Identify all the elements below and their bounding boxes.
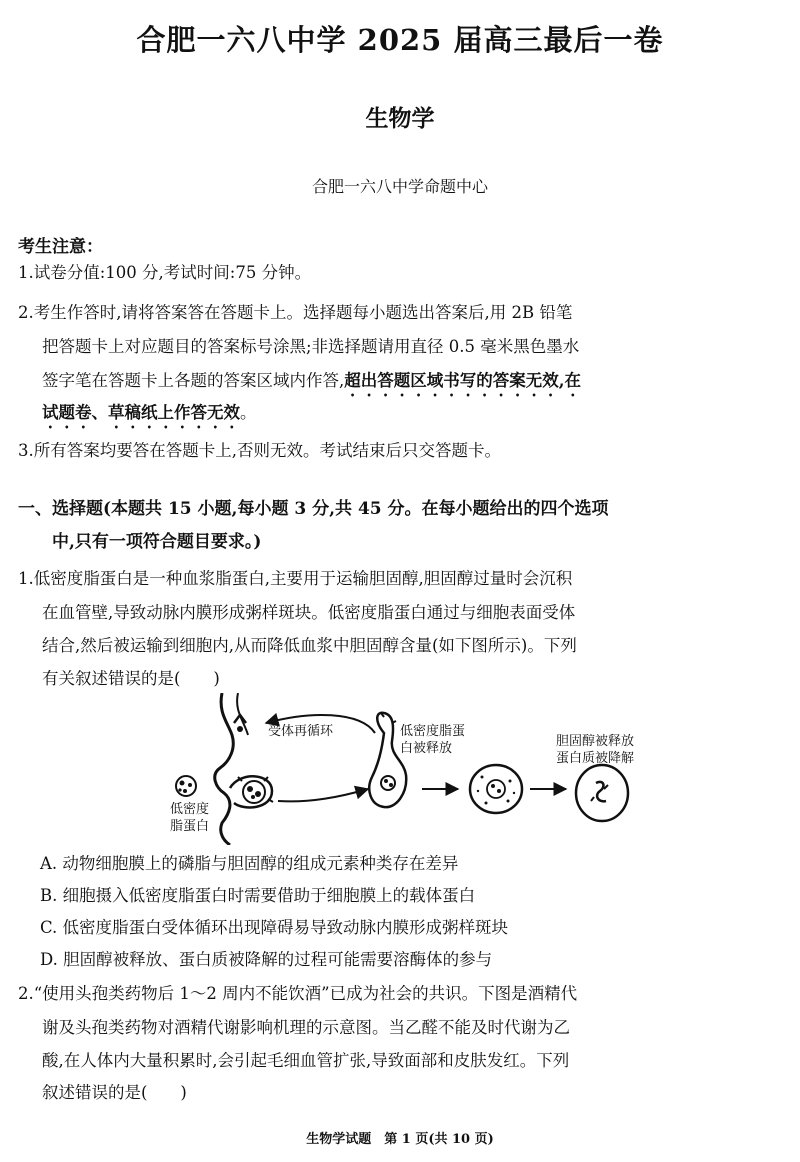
q2-stem-line-1: 2.“使用头孢类药物后 1～2 周内不能饮酒”已成为社会的共识。下图是酒精代 [18,984,578,1003]
ldl-endocytosis-figure [160,693,650,845]
uptake-arrow [278,789,368,801]
section-heading-line-1: 一、选择题(本题共 15 小题,每小题 3 分,共 45 分。在每小题给出的四个选项 [18,499,609,519]
degradation-vesicle-icon [576,765,628,821]
label-ldl-released-2: 白被释放 [400,741,453,756]
author-line: 合肥一六八中学命题中心 [311,177,488,196]
ldl-particle-icon [176,776,196,796]
cell-membrane [215,693,233,845]
ldl-figure-drawing [160,693,650,845]
q1-option-d: D. 胆固醇被释放、蛋白质被降解的过程可能需要溶酶体的参与 [40,950,493,969]
coated-pit-icon [230,776,273,807]
notice-item-2-line-1: 2.考生作答时,请将答案答在答题卡上。选择题每小题选出答案后,用 2B 铅笔 [18,303,573,322]
notice-item-2-period: 。 [240,403,257,422]
label-ldl-released-1: 低密度脂蛋 [400,724,466,739]
q2-stem-line-3: 酸,在人体内大量积累时,会引起毛细血管扩张,导致面部和皮肤发红。下列 [42,1051,570,1070]
notice-item-2-plain: 签字笔在答题卡上各题的答案区域内作答, [42,371,345,390]
exam-title: 合肥一六八中学 2025 届高三最后一卷 [136,23,664,57]
q2-stem-line-4: 叙述错误的是( ) [42,1083,187,1102]
section-heading-line-2: 中,只有一项符合题目要求。) [52,532,262,552]
notice-item-2-line-3 [42,365,788,400]
lysosome-icon [470,765,522,813]
label-receptor-recycle: 受体再循环 [268,724,334,739]
q2-stem-line-2: 谢及头孢类药物对酒精代谢影响机理的示意图。当乙醛不能及时代谢为乙 [42,1018,570,1037]
notice-item-2-emphasis-end: 试题卷、草稿纸上作答无效 [42,403,240,422]
q1-stem-line-3: 结合,然后被运输到细胞内,从而降低血浆中胆固醇含量(如下图所示)。下列 [42,636,577,655]
label-ldl-1: 低密度 [170,802,210,817]
label-cholesterol-released: 胆固醇被释放 [556,734,635,749]
q1-stem-line-1: 1.低密度脂蛋白是一种血浆脂蛋白,主要用于运输胆固醇,胆固醇过量时会沉积 [18,569,573,588]
q1-stem-line-2: 在血管壁,导致动脉内膜形成粥样斑块。低密度脂蛋白通过与细胞表面受体 [42,603,576,622]
subject-title: 生物学 [365,105,435,132]
notice-item-2-emphasis: 超出答题区域书写的答案无效,在 [344,371,581,390]
q1-option-c: C. 低密度脂蛋白受体循环出现障碍易导致动脉内膜形成粥样斑块 [40,918,509,937]
q1-option-a: A. 动物细胞膜上的磷脂与胆固醇的组成元素种类存在差异 [40,854,459,873]
notice-item-3: 3.所有答案均要答在答题卡上,否则无效。考试结束后只交答题卡。 [18,441,501,460]
q1-stem-line-4: 有关叙述错误的是( ) [42,669,220,688]
label-ldl-2: 脂蛋白 [170,819,210,834]
notice-heading: 考生注意： [18,237,103,257]
label-protein-degraded: 蛋白质被降解 [556,751,635,766]
page-footer: 生物学试题 第 1 页(共 10 页) [306,1132,494,1147]
notice-item-1: 1.试卷分值:100 分,考试时间:75 分钟。 [18,263,312,282]
q1-option-b: B. 细胞摄入低密度脂蛋白时需要借助于细胞膜上的载体蛋白 [40,886,476,905]
notice-item-2-line-4 [42,397,788,432]
notice-item-2-line-2: 把答题卡上对应题目的答案标号涂黑;非选择题请用直径 0.5 毫米黑色墨水 [42,337,580,356]
